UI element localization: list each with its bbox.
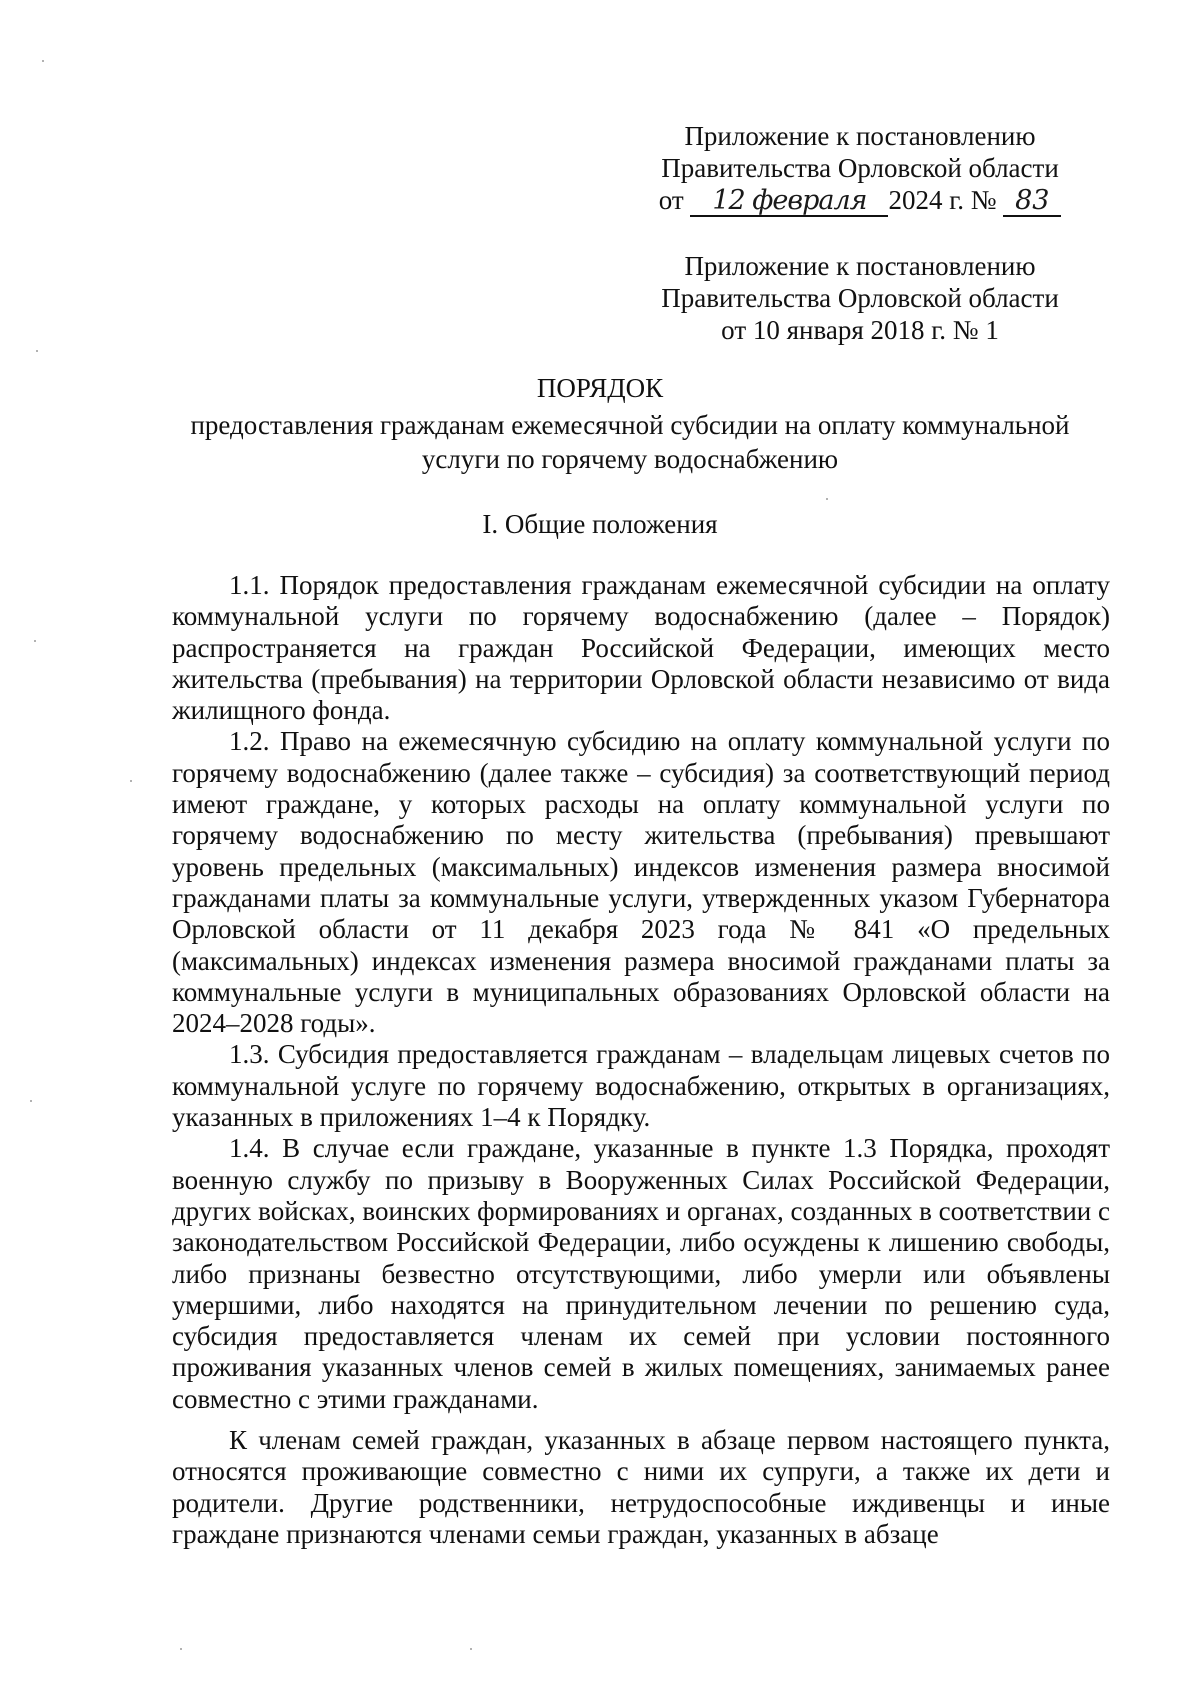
- scan-speck: [826, 498, 828, 500]
- scan-speck: [180, 1648, 182, 1650]
- section-heading: I. Общие положения: [482, 509, 718, 539]
- handwritten-date: 12 февраля: [690, 187, 888, 217]
- document-title: ПОРЯДОК: [536, 373, 664, 403]
- original-approval-line-2: Правительства Орловской области: [661, 283, 1059, 313]
- paragraph-1-4: 1.4. В случае если граждане, указанные в пункте 1.3 Порядка, проходят военную службу по призыву в Вооруженных Силах Российской Федерации, других войсках, воинских формированиях и органах, созданных в соответствии с законодательством Российской Федерации, либо осуждены к лишению свободы, либо признаны безвестно отсутствующими, либо умерли или объявлены умершими, либо находятся на принудительном лечении по решению суда, субсидия предоставляется членам их семей при условии постоянного проживания указанных членов семей в жилых помещениях, занимаемых ранее совместно с этими гражданами.: [172, 1133, 1110, 1414]
- scan-speck: [130, 780, 132, 782]
- paragraph-1-3: 1.3. Субсидия предоставляется гражданам – владельцам лицевых счетов по коммунальной услуге по горячему водоснабжению, открытых в организациях, указанных в приложениях 1–4 к Порядку.: [172, 1039, 1110, 1133]
- paragraph-1-1: 1.1. Порядок предоставления гражданам ежемесячной субсидии на оплату коммунальной услуги по горячему водоснабжению (далее – Порядок) распространяется на граждан Российской Федерации, имеющих место жительства (пребывания) на территории Орловской области независимо от вида жилищного фонда.: [172, 570, 1110, 726]
- scan-speck: [30, 1100, 32, 1102]
- scan-speck: [470, 1648, 472, 1650]
- scan-speck: [34, 640, 36, 642]
- approval-line-1: Приложение к постановлению: [684, 121, 1036, 151]
- paragraph-1-2: 1.2. Право на ежемесячную субсидию на оплату коммунальной услуги по горячему водоснабжению (далее также – субсидия) за соответствующий период имеют граждане, у которых расходы на оплату коммунальной услуги по горячему водоснабжению по месту жительства (пребывания) превышают уровень предельных (максимальных) индексов изменения размера вносимой гражданами платы за коммунальные услуги, утвержденных указом Губернатора Орловской области от 11 декабря 2023 года № 841 «О предельных (максимальных) индексах изменения размера вносимой гражданами платы за коммунальные услуги в муниципальных образованиях Орловской области на 2024–2028 годы».: [172, 726, 1110, 1039]
- document-subtitle: предоставления гражданам ежемесячной субсидии на оплату коммунальной услуги по горячему водоснабжению: [190, 410, 1070, 474]
- scan-speck: [42, 60, 44, 62]
- approval-block-original: [600, 250, 1120, 346]
- paragraph-1-4-family: К членам семей граждан, указанных в абзаце первом настоящего пункта, относятся проживающие совместно с ними их супруги, а также их дети и родители. Другие родственники, нетрудоспособные иждивенцы и иные граждане признаются членами семьи граждан, указанных в абзаце: [172, 1425, 1110, 1549]
- approval-date-prefix: от: [658, 185, 684, 215]
- original-approval-line-3: от 10 января 2018 г. № 1: [721, 315, 999, 345]
- original-approval-line-1: Приложение к постановлению: [684, 251, 1036, 281]
- approval-line-2: Правительства Орловской области: [661, 153, 1059, 183]
- approval-date-line: [600, 184, 1120, 217]
- scan-speck: [36, 350, 38, 352]
- approval-block-current: [600, 120, 1120, 217]
- approval-year: 2024 г. №: [888, 185, 997, 215]
- handwritten-number: 83: [1003, 187, 1061, 217]
- document-body: [172, 570, 1110, 1550]
